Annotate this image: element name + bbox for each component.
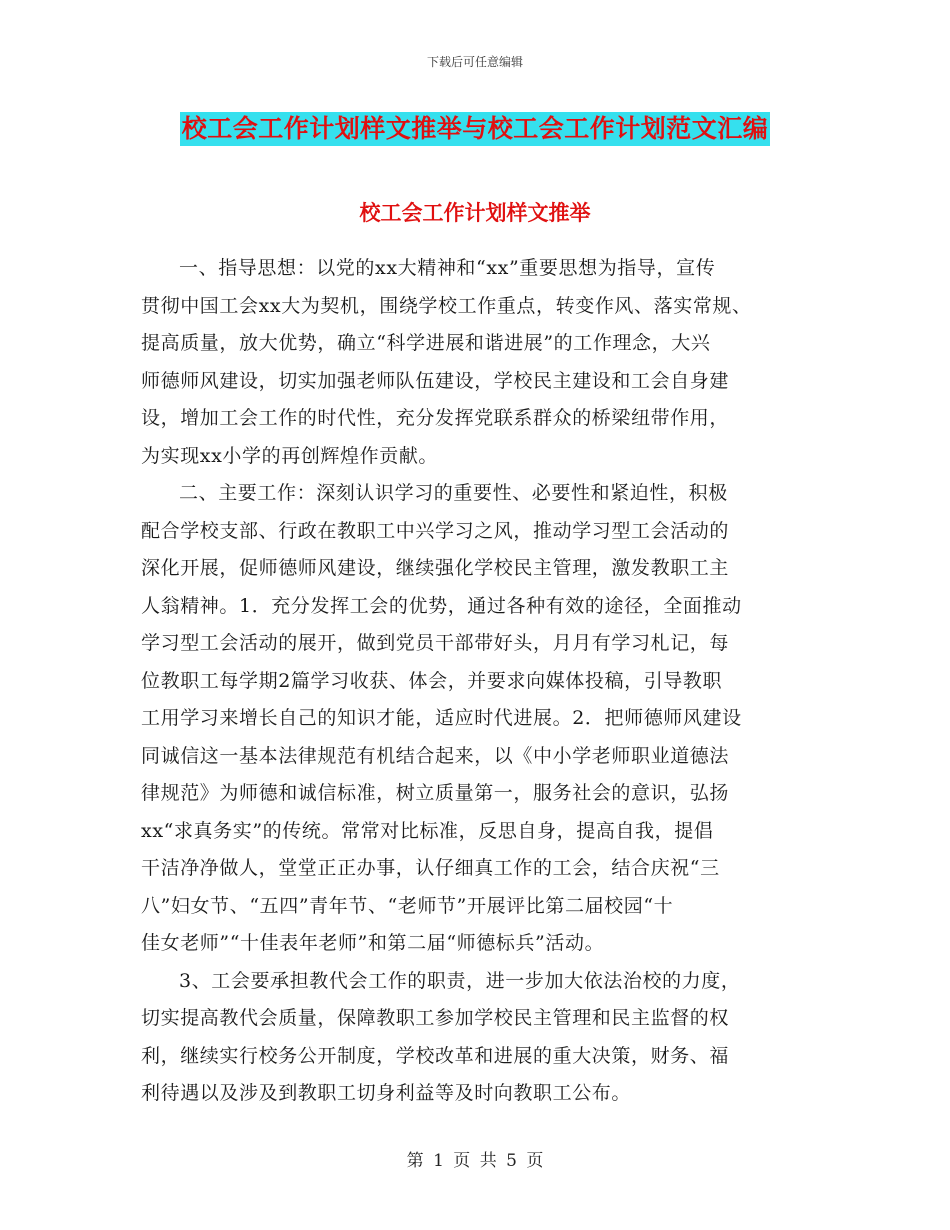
paragraph-line: 工用学习来增长自己的知识才能，适应时代进展。2．把师德师风建设 xyxy=(141,707,742,729)
paragraph xyxy=(141,475,813,963)
paragraph-line: 佳女老师”“十佳表年老师”和第二届“师德标兵”活动。 xyxy=(141,932,605,954)
paragraph-line: 八”妇女节、“五四”青年节、“老师节”开展评比第二届校园“十 xyxy=(141,894,674,917)
paragraph-line: 3、工会要承担教代会工作的职责，进一步加大依法治校的力度， xyxy=(179,969,741,992)
paragraph-line: 配合学校支部、行政在教职工中兴学习之风，推动学习型工会活动的 xyxy=(141,519,730,542)
document-title-wrap xyxy=(0,112,950,146)
paragraph xyxy=(141,250,813,475)
paragraph-line: 人翁精神。1．充分发挥工会的优势，通过各种有效的途径，全面推动 xyxy=(141,594,742,617)
page-footer: 第 1 页 共 5 页 xyxy=(406,1151,544,1171)
document-title: 校工会工作计划样文推举与校工会工作计划范文汇编 xyxy=(180,112,771,146)
paragraph xyxy=(141,963,813,1113)
paragraph-line: 贯彻中国工会xx大为契机，围绕学校工作重点，转变作风、落实常规、 xyxy=(141,294,752,317)
paragraph-line: 设，增加工会工作的时代性，充分发挥党联系群众的桥梁纽带作用， xyxy=(141,407,730,429)
header-note: 下载后可任意编辑 xyxy=(426,55,523,69)
paragraph-line: 同诚信这一基本法律规范有机结合起来，以《中小学老师职业道德法 xyxy=(141,744,730,767)
paragraph-line: 切实提高教代会质量，保障教职工参加学校民主管理和民主监督的权 xyxy=(141,1007,730,1029)
paragraph-line: 二、主要工作：深刻认识学习的重要性、必要性和紧迫性，积极 xyxy=(179,482,728,504)
paragraph-line: 利待遇以及涉及到教职工切身利益等及时向教职工公布。 xyxy=(141,1082,632,1104)
body-text xyxy=(141,250,813,1113)
paragraph-line: 学习型工会活动的展开，做到党员干部带好头，月月有学习札记，每 xyxy=(141,632,730,654)
paragraph-line: 一、指导思想：以党的xx大精神和“xx”重要思想为指导，宣传 xyxy=(179,257,716,279)
paragraph-line: 律规范》为师德和诚信标准，树立质量第一，服务社会的意识，弘扬 xyxy=(141,782,730,804)
paragraph-line: 提高质量，放大优势，确立“科学进展和谐进展”的工作理念，大兴 xyxy=(141,332,711,354)
paragraph-line: 利，继续实行校务公开制度，学校改革和进展的重大决策，财务、福 xyxy=(141,1044,730,1067)
section-title: 校工会工作计划样文推举 xyxy=(359,200,591,225)
paragraph-line: xx“求真务实”的传统。常常对比标准，反思自身，提高自我，提倡 xyxy=(141,819,714,842)
paragraph-line: 为实现xx小学的再创辉煌作贡献。 xyxy=(141,444,439,467)
paragraph-line: 师德师风建设，切实加强老师队伍建设，学校民主建设和工会自身建 xyxy=(141,369,730,392)
paragraph-line: 干洁净净做人，堂堂正正办事，认仔细真工作的工会，结合庆祝“三 xyxy=(141,857,720,879)
paragraph-line: 位教职工每学期2篇学习收获、体会，并要求向媒体投稿，引导教职 xyxy=(141,669,723,692)
paragraph-line: 深化开展，促师德师风建设，继续强化学校民主管理，激发教职工主 xyxy=(141,557,730,579)
